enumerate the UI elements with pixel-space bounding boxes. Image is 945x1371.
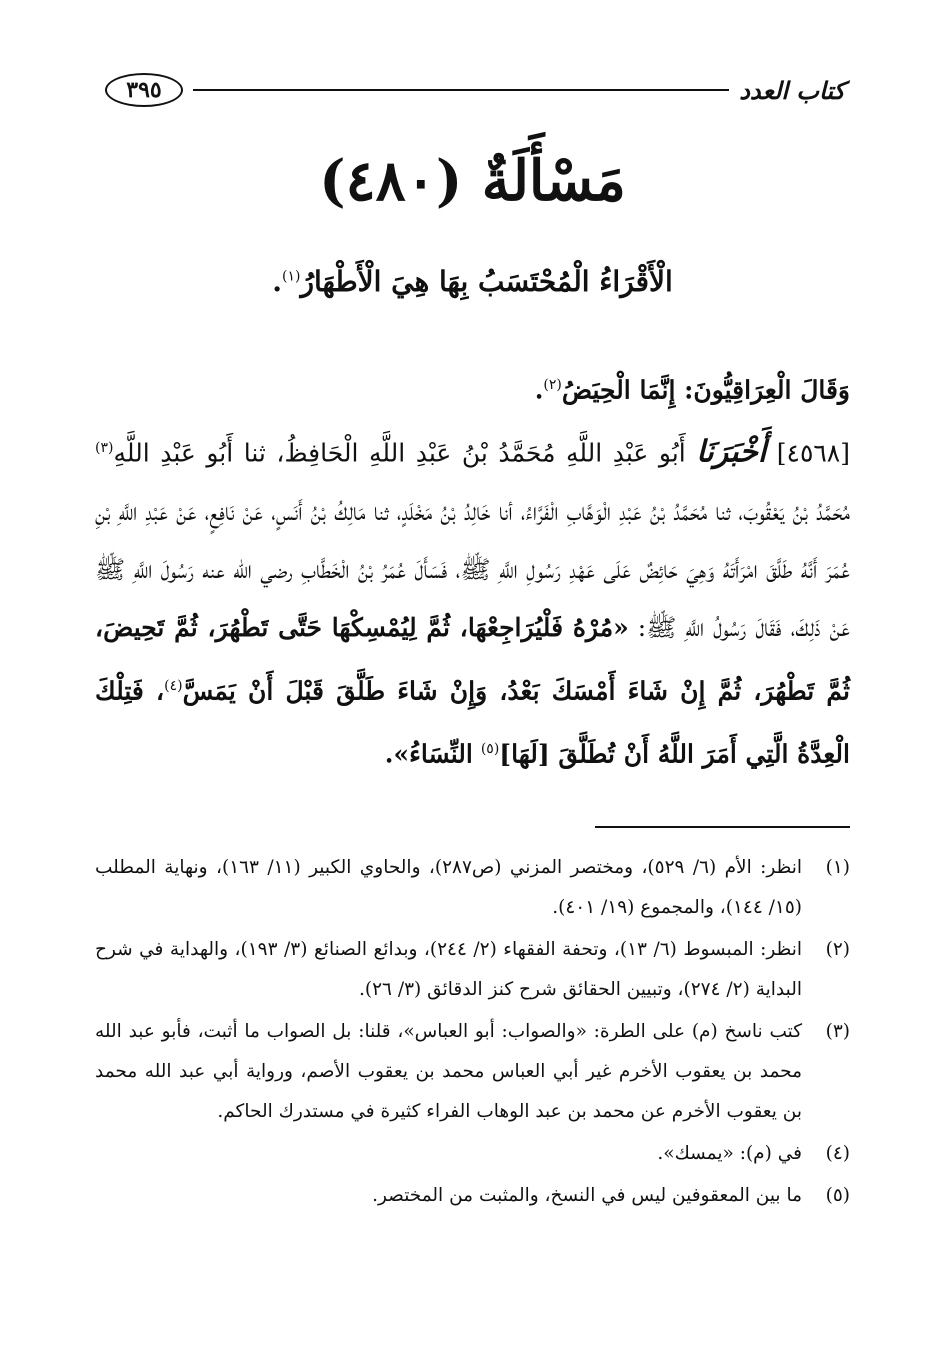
footnote-ref-1[interactable]: (١): [281, 268, 301, 285]
footnote-text: في (م): «يمسك».: [657, 1143, 802, 1164]
footnote-ref-2[interactable]: (٢): [543, 377, 562, 393]
footnote-text: ما بين المعقوفين ليس في النسخ، والمثبت من المختصر.: [372, 1185, 802, 1206]
main-text: [95, 356, 850, 783]
hadith-paragraph: [95, 419, 850, 783]
prophet-saying: «مُرْهُ فَلْيُرَاجِعْهَا، ثُمَّ لِيُمْسِكْهَا حَتَّى تَطْهُرَ، ثُمَّ تَحِيضَ، ثُمَّ تَطْهُرَ، ثُمَّ إِنْ شَاءَ أَمْسَكَ بَعْدُ، وَإِنْ شَاءَ طَلَّقَ قَبْلَ أَنْ يَمَسَّ: [95, 612, 850, 705]
footnote-1: [95, 848, 850, 928]
footnote-text: انظر: الأم (٦/ ٥٢٩)، ومختصر المزني (ص٢٨٧)، والحاوي الكبير (١١/ ١٦٣)، ونهاية المطلب (١٥/ ١٤٤)، والمجموع (١٩/ ٤٠١).: [95, 857, 803, 918]
hadith-isnad-2: مُحَمَّدُ بْنُ يَعْقُوبَ، ثنا مُحَمَّدُ بْنُ عَبْدِ الْوَهَّابِ الْفَرَّاءُ، أنا خَالِدُ بْنُ مَخْلَدٍ، ثنا مَالِكُ بْنُ أَنَسٍ، عَنْ نَافِعٍ، عَنْ عَبْدِ اللَّهِ بْنِ عُمَرَ أَنَّهُ طَلَّقَ امْرَأَتَهُ وَهِيَ حَائِضٌ عَلَى عَهْدِ رَسُولِ اللَّهِ ﷺ، فَسَأَلَ عُمَرُ بْنُ الْخَطَّابِ رضي الله عنه رَسُولَ اللَّهِ ﷺ عَنْ ذَلِكَ، فَقَالَ رَسُولُ اللَّهِ ﷺ:: [95, 496, 850, 642]
footnote-text: انظر: المبسوط (٦/ ١٣)، وتحفة الفقهاء (٢/ ٢٤٤)، وبدائع الصنائع (٣/ ١٩٣)، والهداية في شرح البداية (٢/ ٢٧٤)، وتبيين الحقائق شرح كنز الدقائق (٣/ ٢٦).: [95, 939, 803, 1000]
footnote-number: (١): [825, 857, 850, 878]
footnote-ref-3[interactable]: (٣): [95, 440, 114, 457]
footnote-5: [95, 1176, 850, 1216]
prophet-saying-2: ، فَتِلْكَ الْعِدَّةُ الَّتِي أَمَرَ اللَّهُ أَنْ تُطَلَّقَ [لَهَا]: [95, 675, 850, 769]
footnote-number: (٢): [825, 939, 850, 960]
masala-subtitle: [0, 265, 945, 298]
subtitle-text: الْأَقْرَاءُ الْمُحْتَسَبُ بِهَا هِيَ الْأَطْهَارُ: [300, 265, 673, 298]
footnote-separator: [595, 826, 850, 828]
iraqiyun-paragraph: [95, 356, 850, 419]
book-title: كتاب العدد: [739, 75, 845, 105]
footnote-number: (٤): [825, 1143, 850, 1164]
running-header: [105, 70, 845, 110]
footnote-ref-4[interactable]: (٤): [164, 677, 183, 694]
footnote-number: (٣): [825, 1021, 850, 1042]
footnote-ref-5[interactable]: (٥): [480, 740, 500, 757]
hadith-number: [٤٥٦٨]: [776, 438, 850, 468]
footnote-2: [95, 930, 850, 1010]
footnote-text: كتب ناسخ (م) على الطرة: «والصواب: أبو العباس»، قلنا: بل الصواب ما أثبت، فأبو عبد الله محمد بن يعقوب الأخرم غير أبي العباس محمد بن يعقوب الأصم، ورواية أبي عبد الله محمد بن يعقوب الأخرم عن محمد بن عبد الوهاب الفراء كثيرة في مستدرك الحاكم.: [95, 1021, 802, 1122]
prophet-saying-3: النِّسَاءُ».: [384, 739, 473, 769]
akhbarana-word: أَخْبَرَنَا: [696, 434, 767, 470]
subtitle-end: .: [272, 265, 282, 298]
masala-heading: مَسْأَلَةٌ (٤٨٠): [319, 148, 626, 214]
footnotes: [95, 848, 850, 1218]
page-number: ٣٩٥: [105, 73, 183, 107]
footnote-3: [95, 1012, 850, 1132]
footnote-number: (٥): [825, 1185, 850, 1206]
hadith-isnad-1: أَبُو عَبْدِ اللَّهِ مُحَمَّدُ بْنُ عَبْدِ اللَّهِ الْحَافِظُ، ثنا أَبُو عَبْدِ اللَّهِ: [113, 438, 686, 468]
header-rule: [193, 89, 729, 91]
footnote-4: [95, 1134, 850, 1174]
iraqiyun-text: وَقَالَ الْعِرَاقِيُّونَ: إِنَّمَا الْحِيَضُ: [561, 375, 850, 405]
iraqiyun-end: .: [534, 375, 544, 405]
